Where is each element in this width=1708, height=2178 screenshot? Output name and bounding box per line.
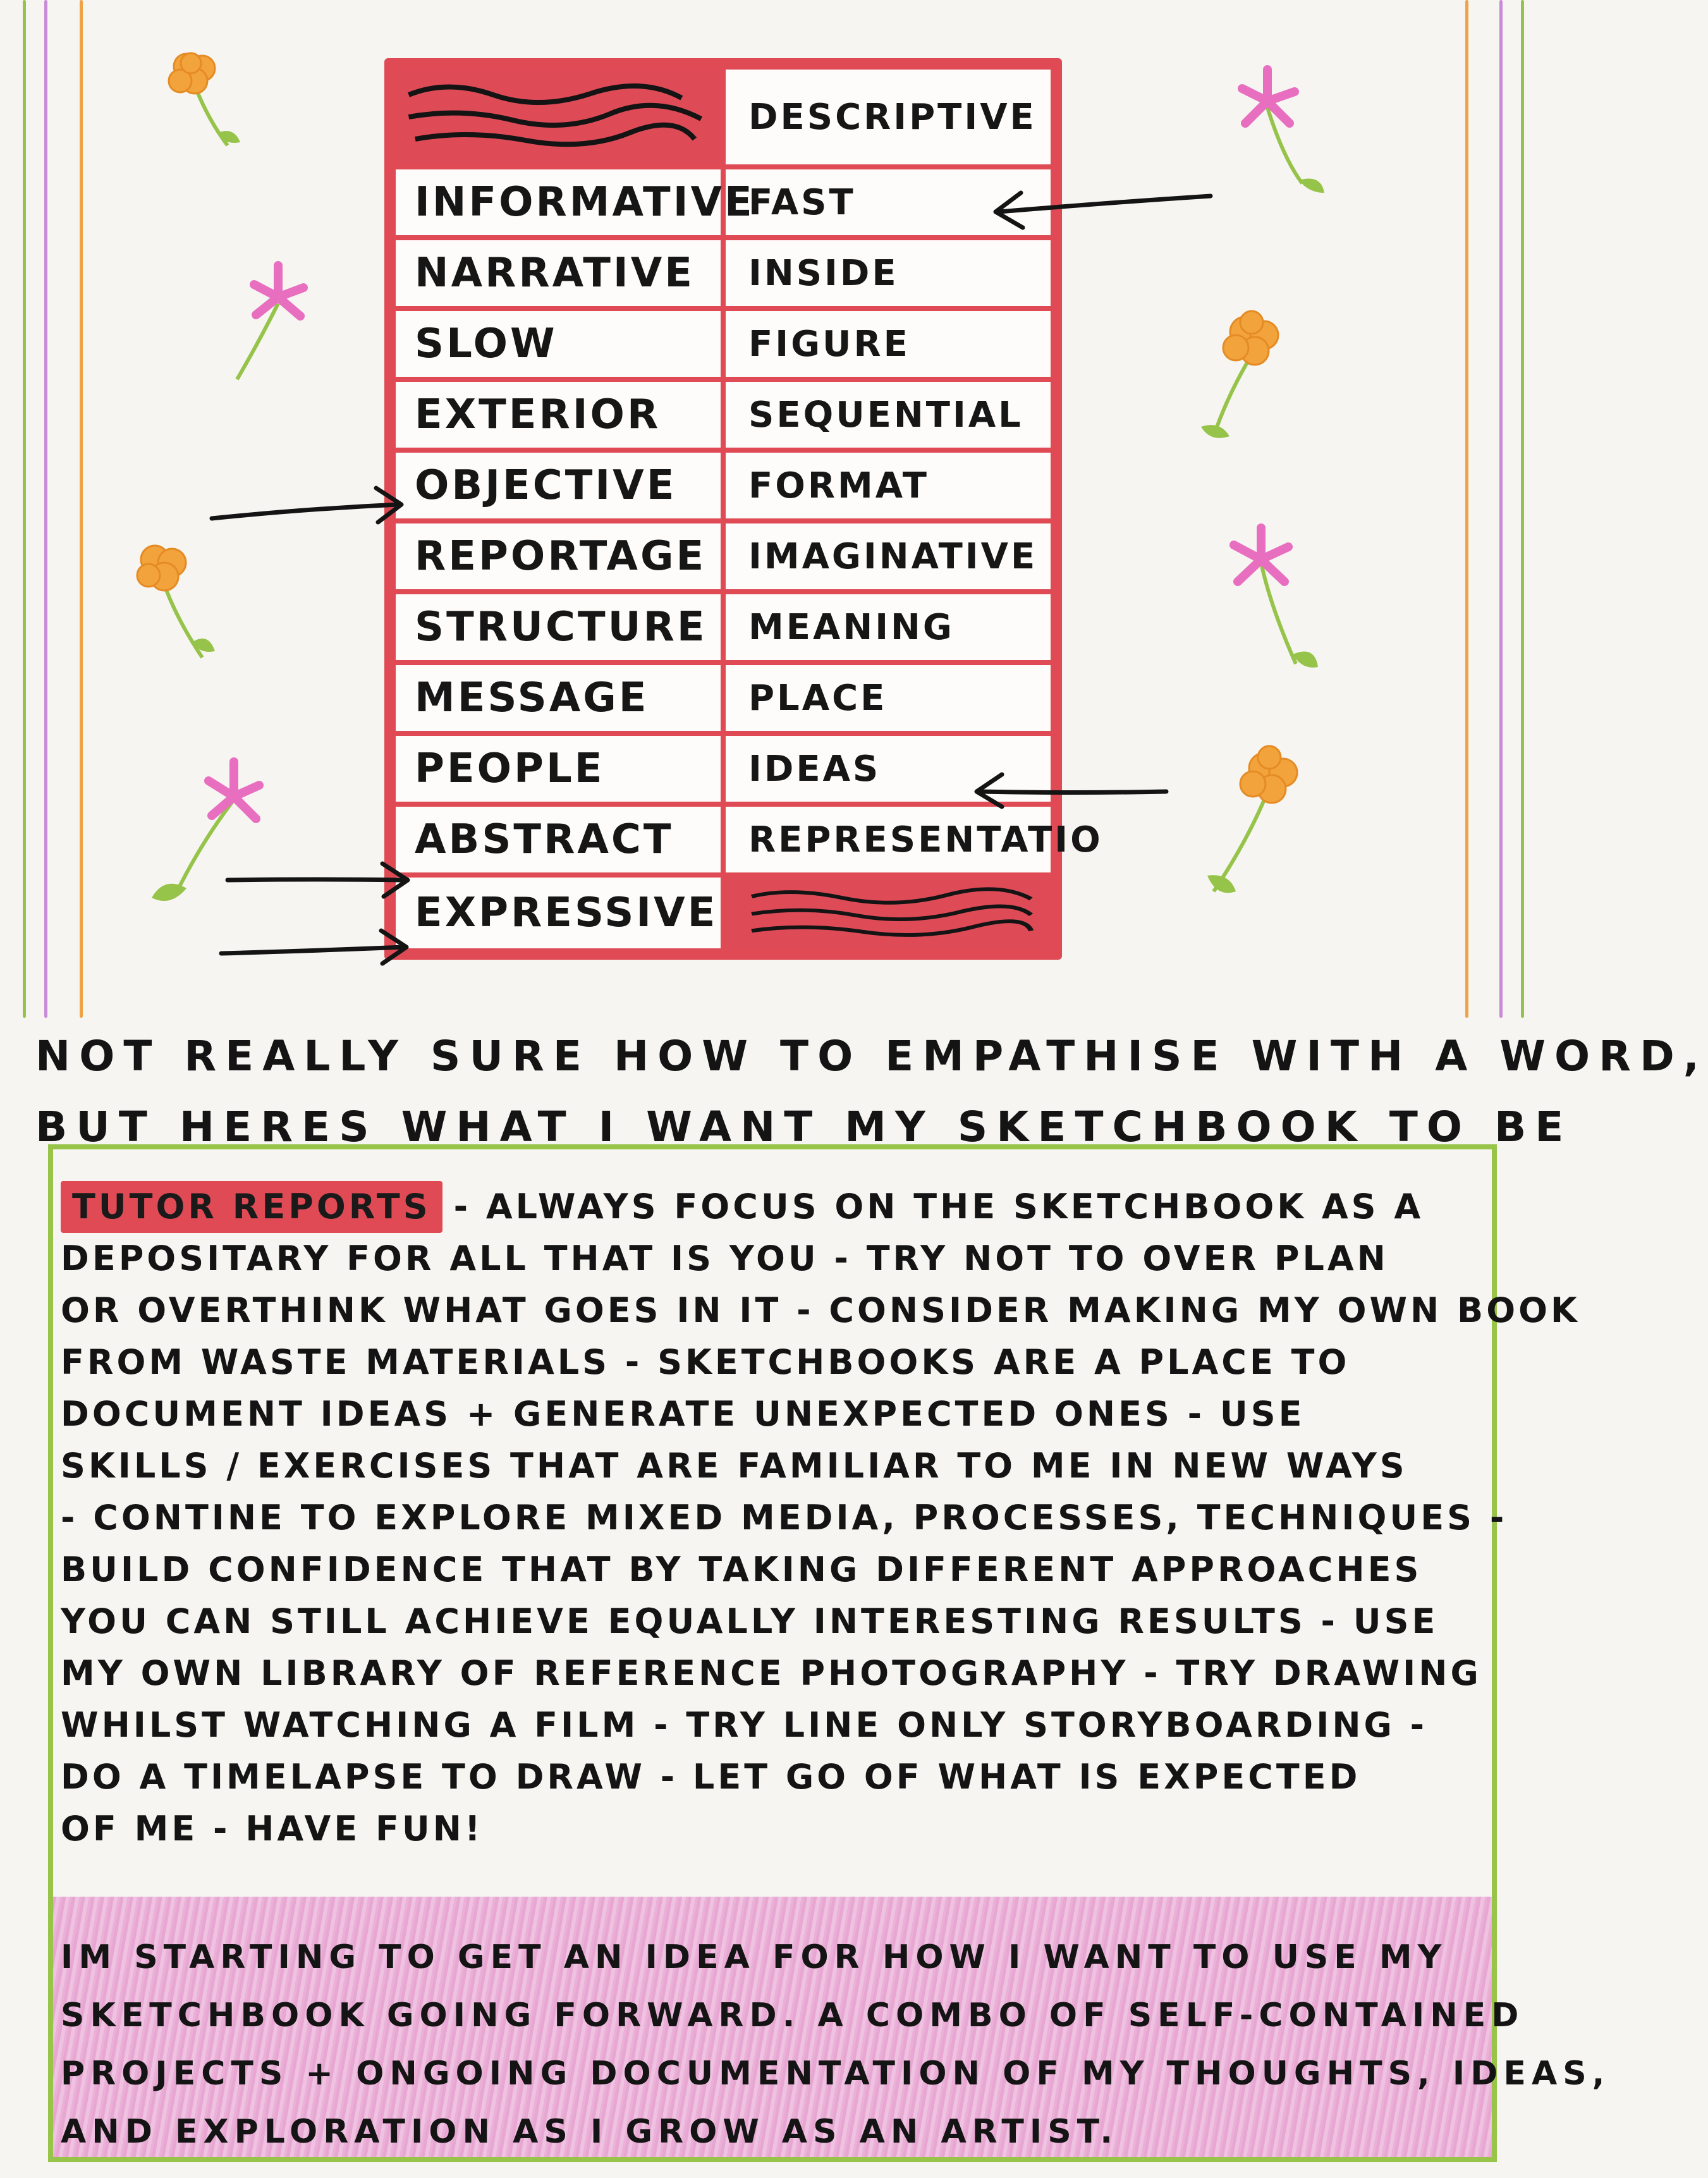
table-cell: DESCRIPTIVE (723, 67, 1053, 167)
table-row (393, 875, 1053, 951)
notes-line: MY OWN LIBRARY OF REFERENCE PHOTOGRAPHY - TRY DRAWING (61, 1653, 1482, 1693)
table-cell: PLACE (723, 663, 1053, 733)
scribble-icon (726, 880, 1051, 946)
notes-line: SKILLS / EXERCISES THAT ARE FAMILIAR TO ME IN NEW WAYS (61, 1446, 1408, 1486)
table-cell: NARRATIVE (393, 238, 723, 309)
table-row (393, 733, 1053, 804)
table-cell: IMAGINATIVE (723, 521, 1053, 592)
table-row (393, 521, 1053, 592)
border-line-orange-right (1465, 0, 1468, 1018)
arrow-left-icon (967, 765, 1169, 816)
notes-line-text: - ALWAYS FOCUS ON THE SKETCHBOOK AS A (453, 1187, 1424, 1227)
reflection-line: AND EXPLORATION AS I GROW AS AN ARTIST. (61, 2113, 1118, 2151)
table-cell: FORMAT (723, 450, 1053, 521)
border-line-violet-left (44, 0, 47, 1018)
table-cell: SEQUENTIAL (723, 379, 1053, 450)
orange-flower-icon (120, 531, 221, 658)
border-line-green-left (23, 0, 26, 1018)
notes-line: - CONTINE TO EXPLORE MIXED MEDIA, PROCESSES, TECHNIQUES - (61, 1498, 1508, 1538)
notes-line: DEPOSITARY FOR ALL THAT IS YOU - TRY NOT TO OVER PLAN (61, 1239, 1389, 1278)
table-row (393, 450, 1053, 521)
table-cell: FIGURE (723, 309, 1053, 379)
table-cell: MESSAGE (393, 663, 723, 733)
tutor-reports-tag: TUTOR REPORTS (61, 1181, 442, 1233)
orange-flower-icon (1188, 291, 1290, 417)
statement-line: BUT HERES WHAT I WANT MY SKETCHBOOK TO BE (35, 1103, 1573, 1151)
table-cell: MEANING (723, 592, 1053, 663)
orange-flower-icon (152, 38, 253, 164)
notes-line: WHILST WATCHING A FILM - TRY LINE ONLY STORYBOARDING - (61, 1705, 1428, 1745)
table-row (393, 309, 1053, 379)
pink-flower-icon (1214, 518, 1315, 645)
scribble-icon (396, 70, 721, 164)
border-line-orange-left (80, 0, 83, 1018)
table-cell: INFORMATIVE (393, 167, 723, 238)
table-cell: IDEAS (723, 733, 1053, 804)
notes-line: DOCUMENT IDEAS + GENERATE UNEXPECTED ONES - USE (61, 1394, 1305, 1434)
notes-line: DO A TIMELAPSE TO DRAW - LET GO OF WHAT IS EXPECTED (61, 1757, 1361, 1797)
reflection-line: SKETCHBOOK GOING FORWARD. A COMBO OF SELF-CONTAINED (61, 1997, 1525, 2034)
table-cell: FAST (723, 167, 1053, 238)
notes-line: OF ME - HAVE FUN! (61, 1809, 484, 1849)
reflection-line: IM STARTING TO GET AN IDEA FOR HOW I WANT TO USE MY (61, 1938, 1448, 1976)
statement-line: NOT REALLY SURE HOW TO EMPATHISE WITH A WORD, (35, 1032, 1708, 1080)
table-header-row (393, 67, 1053, 167)
table-row (393, 167, 1053, 238)
arrow-right-icon (209, 480, 411, 537)
orange-flower-icon (1201, 727, 1302, 853)
table-cell: SLOW (393, 309, 723, 379)
statement-text (35, 1021, 1708, 1163)
arrow-left-icon (986, 177, 1214, 234)
table-cell: STRUCTURE (393, 592, 723, 663)
table-row (393, 804, 1053, 875)
notes-line: OR OVERTHINK WHAT GOES IN IT - CONSIDER MAKING MY OWN BOOK (61, 1290, 1580, 1330)
table-row (393, 663, 1053, 733)
notes-line: BUILD CONFIDENCE THAT BY TAKING DIFFERENT APPROACHES (61, 1550, 1422, 1589)
word-table (384, 58, 1103, 960)
tutor-reports-notes (61, 1181, 1580, 1855)
notes-line: FROM WASTE MATERIALS - SKETCHBOOKS ARE A PLACE TO (61, 1342, 1350, 1382)
table-cell: OBJECTIVE (393, 450, 723, 521)
table-cell: REPRESENTATIO (723, 804, 1053, 875)
table-row (393, 238, 1053, 309)
table-row (393, 379, 1053, 450)
table-row (393, 592, 1053, 663)
scribbled-cell (393, 67, 723, 167)
table-cell: ABSTRACT (393, 804, 723, 875)
table-cell: INSIDE (723, 238, 1053, 309)
arrow-right-icon (224, 853, 414, 904)
table-cell: EXTERIOR (393, 379, 723, 450)
table-cell: EXPRESSIVE (393, 875, 723, 951)
table-cell: PEOPLE (393, 733, 723, 804)
notes-line (61, 1181, 1489, 1233)
arrow-right-icon (218, 923, 414, 974)
border-line-green-right (1521, 0, 1524, 1018)
reflection-notes (61, 1928, 1611, 2161)
notes-line: YOU CAN STILL ACHIEVE EQUALLY INTERESTING RESULTS - USE (61, 1601, 1439, 1641)
reflection-line: PROJECTS + ONGOING DOCUMENTATION OF MY THOUGHTS, IDEAS, (61, 2055, 1611, 2093)
scribbled-cell (723, 875, 1053, 951)
pink-flower-icon (1220, 63, 1321, 190)
table-cell: REPORTAGE (393, 521, 723, 592)
pink-flower-icon (209, 253, 310, 379)
border-line-violet-right (1499, 0, 1503, 1018)
